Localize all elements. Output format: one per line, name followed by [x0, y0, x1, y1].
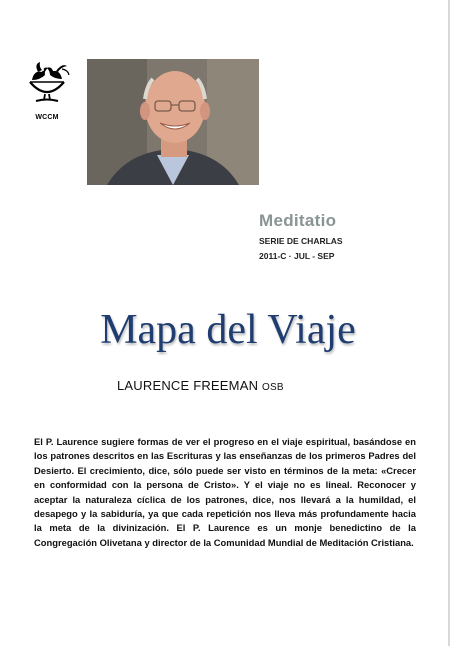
author [117, 378, 284, 393]
abstract-text: El P. Laurence sugiere formas de ver el progreso en el viaje espiritual, basándose en los patrones descritos en las Escrituras y las enseñanzas de los primeros Padres del Desierto. El crecimiento, dice, sólo puede ser visto en términos de la meta: «Crecer en conformidad con la persona de Cristo». Y el viaje no es lineal. Reconocer y aceptar la naturaleza cíclica de los patrones, dice, nos llevará a la humildad, el desapego y la sabiduría, ya que cada repetición nos lleva más profundamente hacia la meta de la divinización. El P. Laurence es un monje benedictino de la Congregación Olivetana y director de la Comunidad Mundial de Meditación Cristiana. [34, 436, 416, 548]
brand-name: Meditatio [259, 211, 337, 230]
series-date: 2011-C · JUL - SEP [259, 251, 335, 261]
author-suffix: OSB [261, 382, 284, 393]
document-title: Mapa del Viaje [100, 307, 356, 353]
logo-label: WCCM [35, 114, 59, 121]
portrait-photo [87, 59, 259, 185]
author-name: LAURENCE FREEMAN [117, 378, 259, 393]
wccm-logo [22, 58, 72, 124]
series-name: SERIE DE CHARLAS [259, 236, 343, 246]
doves-bowl-icon [22, 58, 72, 112]
